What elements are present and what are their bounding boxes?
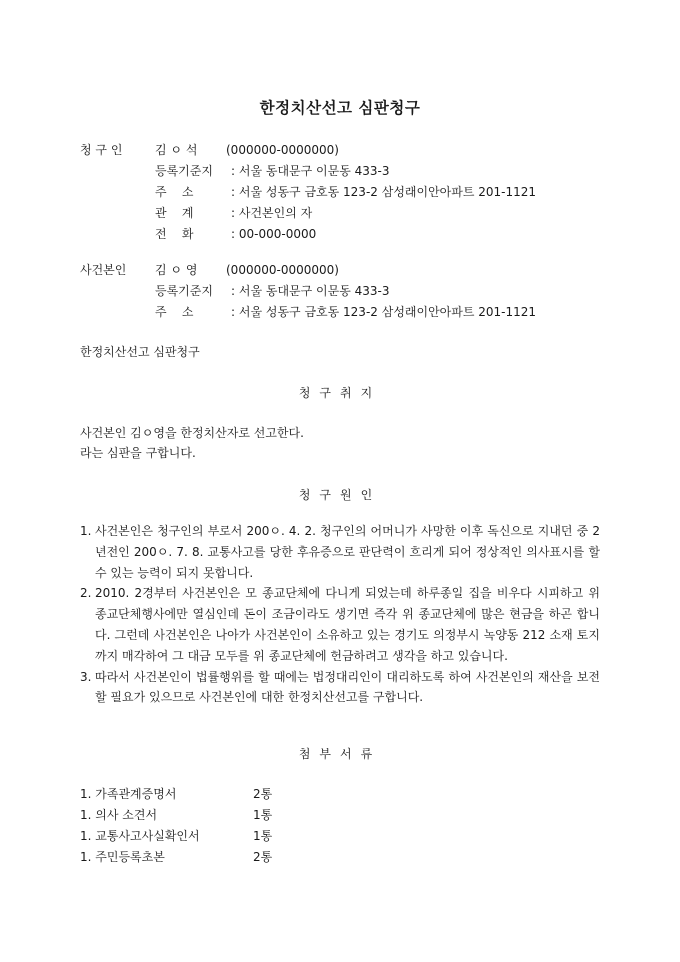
cause-item xyxy=(80,583,600,666)
subject-address-label: 주 소 xyxy=(155,305,194,319)
attachment-label: 1. 주민등록초본 xyxy=(80,850,165,864)
cause-heading: 청구원인 xyxy=(298,488,382,502)
cause-item-text: 2010. 2경부터 사건본인은 모 종교단체에 다니게 되었는데 하루종일 집을 비우다 시피하고 위 종교단체행사에만 열심인데 돈이 조금이라도 생기면 즉각 위 종교단체에 많은 현금을 하곤 합니다. 그런데 사건본인은 나아가 사건본인이 소유하고 있는 경기도 의정부시 녹양동 212 소재 토지까지 매각하여 그 대금 모두를 위 종교단체에 헌금하려고 생각을 하고 있습니다. xyxy=(95,586,600,663)
claimant-id: (000000-0000000) xyxy=(226,143,339,157)
subject-address-row: 주 소 : 서울 성동구 금호동 123-2 삼성래이안아파트 201-1121 xyxy=(80,302,640,323)
claimant-phone: 00-000-0000 xyxy=(238,227,317,241)
claimant-address-row: 주 소 : 서울 성동구 금호동 123-2 삼성래이안아파트 201-1121 xyxy=(80,182,640,203)
cause-list xyxy=(80,521,600,708)
claimant-relation-label: 관 계 xyxy=(155,206,194,220)
subject-block xyxy=(80,260,640,323)
cause-item-text: 사건본인은 청구인의 부로서 200ㅇ. 4. 2. 청구인의 어머니가 사망한 이후 독신으로 지내던 중 2년전인 200ㅇ. 7. 8. 교통사고를 당한 후유증으로 판단력이 흐리게 되어 정상적인 의사표시를 할 수 있는 능력이 되지 못합니다. xyxy=(95,524,600,580)
subject-registration-label: 등록기준지 xyxy=(155,284,213,298)
claimant-relation: 사건본인의 자 xyxy=(238,206,313,220)
subject-registration-row: 등록기준지 : 서울 동대문구 이문동 433-3 xyxy=(80,281,640,302)
document-title: 한정치산선고 심판청구 xyxy=(259,99,421,117)
case-name: 한정치산선고 심판청구 xyxy=(80,345,200,359)
attachment-item xyxy=(80,826,380,847)
claimant-name-row xyxy=(80,140,640,161)
purpose-line-1: 사건본인 김ㅇ영을 한정치산자로 선고한다. xyxy=(80,426,304,440)
claimant-registration-row: 등록기준지 : 서울 동대문구 이문동 433-3 xyxy=(80,161,640,182)
attachment-item xyxy=(80,847,380,868)
attachment-label: 1. 의사 소견서 xyxy=(80,808,158,822)
claimant-registration: 서울 동대문구 이문동 433-3 xyxy=(238,164,390,178)
subject-registration: 서울 동대문구 이문동 433-3 xyxy=(238,284,390,298)
attachment-item xyxy=(80,805,380,826)
cause-item xyxy=(80,667,600,709)
claimant-name: 김 ㅇ 석 xyxy=(155,143,198,157)
attachment-qty: 1통 xyxy=(253,829,273,843)
purpose-heading: 청구취지 xyxy=(298,386,382,400)
attachment-qty: 1통 xyxy=(253,808,273,822)
claimant-phone-row: 전 화 : 00-000-0000 xyxy=(80,224,640,245)
subject-id: (000000-0000000) xyxy=(226,263,339,277)
attachment-qty: 2통 xyxy=(253,787,273,801)
claimant-role: 청 구 인 xyxy=(80,143,123,157)
cause-item-text: 따라서 사건본인이 법률행위를 할 때에는 법정대리인이 대리하도록 하여 사건본인의 재산을 보전할 필요가 있으므로 사건본인에 대한 한정치산선고를 구합니다. xyxy=(95,669,600,705)
attachments-heading: 첨부서류 xyxy=(298,747,382,761)
claimant-block xyxy=(80,140,640,245)
cause-item-number: 3. xyxy=(80,669,92,684)
claimant-phone-label: 전 화 xyxy=(155,227,194,241)
cause-item-number: 2. xyxy=(80,586,92,601)
purpose-line-2: 라는 심판을 구합니다. xyxy=(80,446,196,460)
attachment-item xyxy=(80,784,380,805)
subject-name: 김 ㅇ 영 xyxy=(155,263,198,277)
claimant-address-label: 주 소 xyxy=(155,185,194,199)
attachment-qty: 2통 xyxy=(253,850,273,864)
subject-role: 사건본인 xyxy=(80,263,127,277)
subject-name-row xyxy=(80,260,640,281)
claimant-registration-label: 등록기준지 xyxy=(155,164,213,178)
attachment-label: 1. 교통사고사실확인서 xyxy=(80,829,200,843)
subject-address: 서울 성동구 금호동 123-2 삼성래이안아파트 201-1121 xyxy=(238,305,537,319)
attachment-label: 1. 가족관계증명서 xyxy=(80,787,177,801)
claimant-address: 서울 성동구 금호동 123-2 삼성래이안아파트 201-1121 xyxy=(238,185,537,199)
claimant-relation-row: 관 계 : 사건본인의 자 xyxy=(80,203,640,224)
attachments-list xyxy=(80,784,380,868)
cause-item xyxy=(80,521,600,583)
cause-item-number: 1. xyxy=(80,524,92,538)
